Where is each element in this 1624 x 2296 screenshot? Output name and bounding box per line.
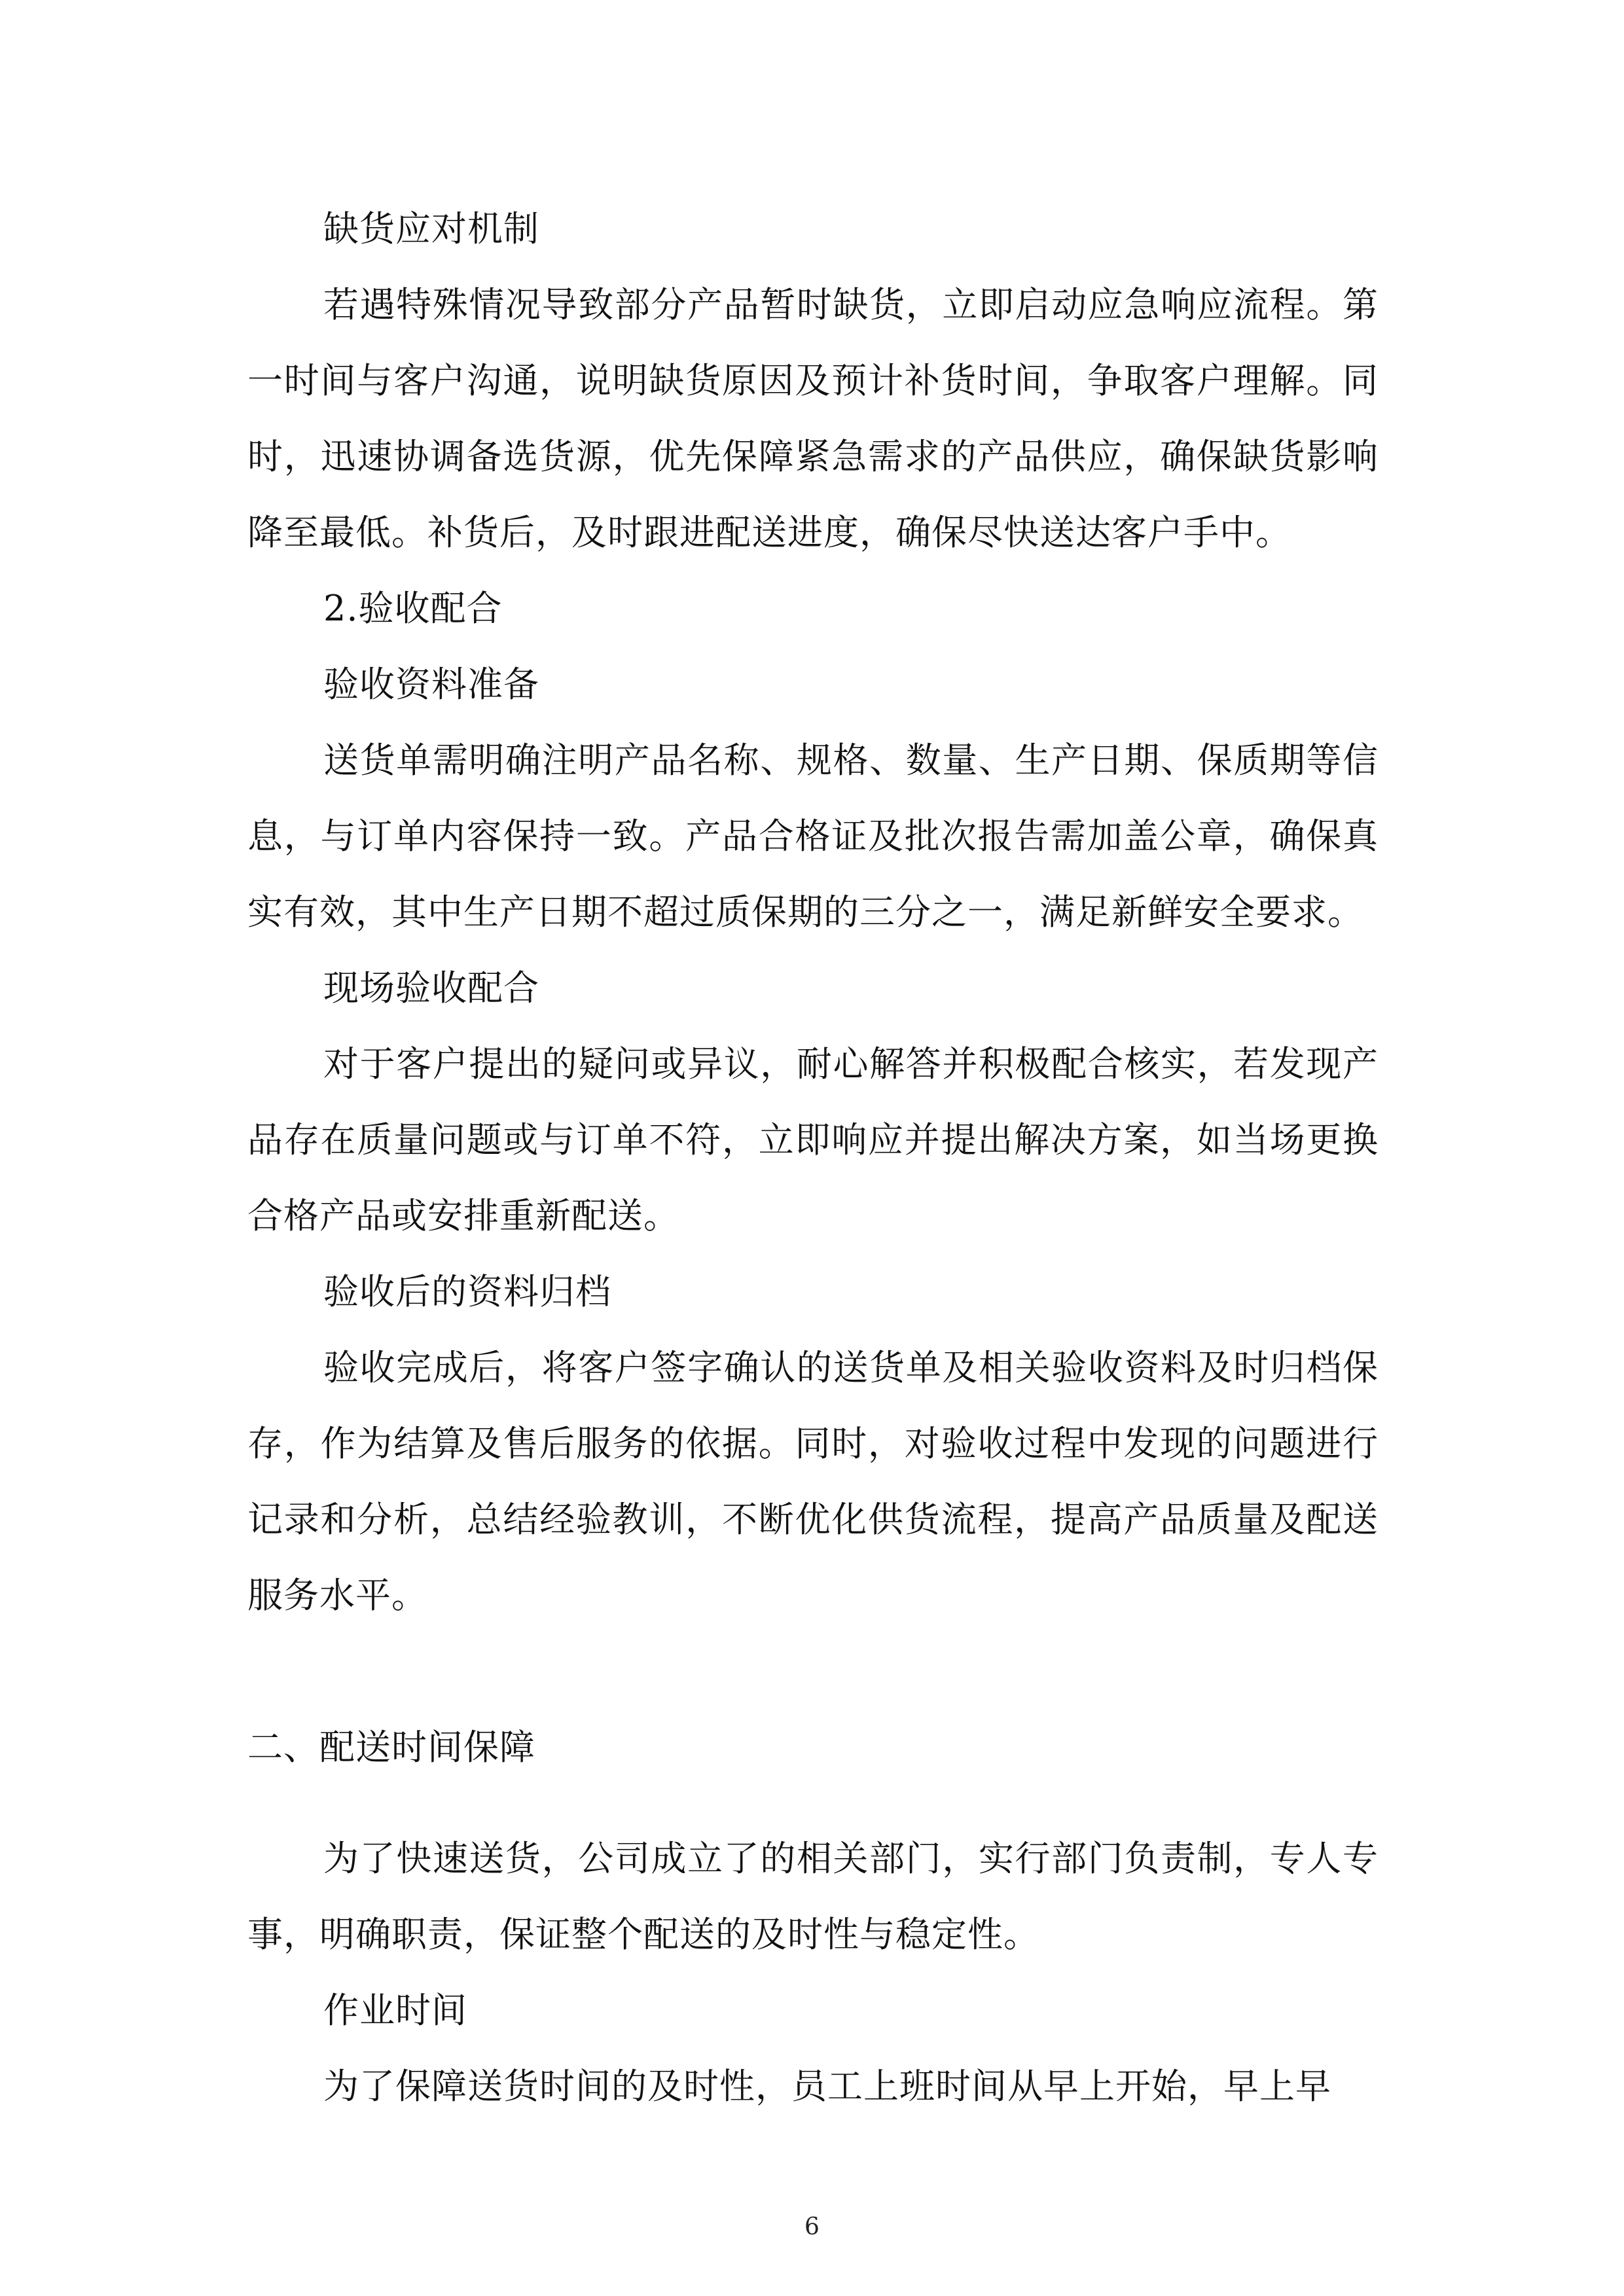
subheading-shortage-mechanism: 缺货应对机制	[323, 208, 539, 249]
subheading-acceptance-documents: 验收资料准备	[323, 664, 539, 705]
subheading-post-acceptance-archiving: 验收后的资料归档	[323, 1271, 611, 1312]
paragraph-onsite-acceptance: 对于客户提出的疑问或异议，耐心解答并积极配合核实，若发现产品存在质量问题或与订单不符，立即响应并提出解决方案，如当场更换合格产品或安排重新配送。	[247, 1043, 1379, 1236]
document-body	[247, 191, 1379, 2125]
subheading-onsite-acceptance: 现场验收配合	[323, 967, 539, 1009]
paragraph-acceptance-documents: 送货单需明确注明产品名称、规格、数量、生产日期、保质期等信息，与订单内容保持一致。产品合格证及批次报告需加盖公章，确保真实有效，其中生产日期不超过质保期的三分之一，满足新鲜安全要求。	[247, 740, 1379, 933]
paragraph-delivery-department: 为了快速送货，公司成立了的相关部门，实行部门负责制，专人专事，明确职责，保证整个配送的及时性与稳定性。	[247, 1838, 1379, 1955]
paragraph-post-acceptance-archiving: 验收完成后，将客户签字确认的送货单及相关验收资料及时归档保存，作为结算及售后服务的依据。同时，对验收过程中发现的问题进行记录和分析，总结经验教训，不断优化供货流程，提高产品质量及配送服务水平。	[247, 1347, 1379, 1616]
section-heading-delivery-time: 二、配送时间保障	[247, 1727, 535, 1768]
subheading-working-hours: 作业时间	[323, 1990, 467, 2031]
page-number: 6	[804, 2214, 820, 2240]
subheading-acceptance-cooperation: 2.验收配合	[323, 588, 503, 629]
paragraph-shortage-response: 若遇特殊情况导致部分产品暂时缺货，立即启动应急响应流程。第一时间与客户沟通，说明缺货原因及预计补货时间，争取客户理解。同时，迅速协调备选货源，优先保障紧急需求的产品供应，确保缺货影响降至最低。补货后，及时跟进配送进度，确保尽快送达客户手中。	[247, 284, 1379, 553]
paragraph-working-hours: 为了保障送货时间的及时性，员工上班时间从早上开始，早上早	[323, 2066, 1331, 2107]
